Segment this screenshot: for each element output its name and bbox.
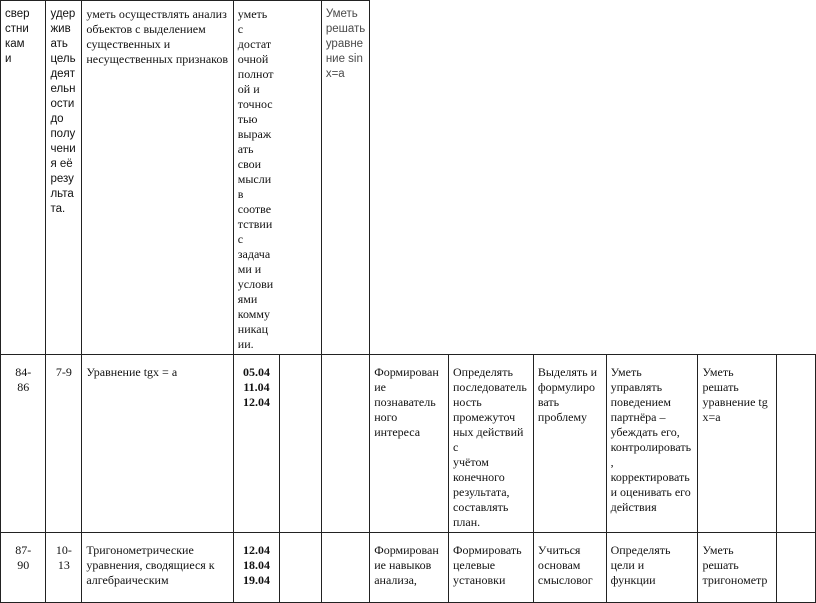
personal-outcome: Формирован ие навыков анализа, — [370, 533, 449, 603]
empty-cell — [777, 355, 816, 533]
cell-col2: удер жив ать цель деят ельн ости до полу чени я её резу льта та. — [46, 1, 82, 355]
cell-col5: Уметь решать уравне ние sin x=a — [321, 1, 369, 355]
cognitive-outcome: Учиться основам смысловог — [533, 533, 606, 603]
lesson-number: 84- 86 — [1, 355, 46, 533]
lesson-hours: 10- 13 — [46, 533, 82, 603]
empty-cell — [280, 355, 322, 533]
table-row — [1, 355, 816, 533]
lesson-topic: Тригонометрические уравнения, сводящиеся к алгебраическим — [82, 533, 233, 603]
cell-col4: уметь с достат очной полнот ой и точнос тью выраж ать свои мысли в соотве тствии с задача ми и услови ями комму никац ии. — [233, 1, 321, 355]
lesson-topic: Уравнение tgx = a — [82, 355, 233, 533]
communicative-outcome: Уметь управлять поведением партнёра – убеждать его, контролировать , корректировать и оценивать его действия — [606, 355, 698, 533]
cell-col3: уметь осуществлять анализ объектов с выделением существенных и несущественных признаков — [82, 1, 233, 355]
communicative-outcome: Определять цели и функции — [606, 533, 698, 603]
empty-cell — [777, 533, 816, 603]
lesson-dates: 12.04 18.04 19.04 — [233, 533, 280, 603]
subject-outcome: Уметь решать тригонометр — [698, 533, 777, 603]
lesson-hours: 7-9 — [46, 355, 82, 533]
cognitive-outcome: Выделять и формулиро вать проблему — [533, 355, 606, 533]
empty-cell — [321, 533, 369, 603]
table-row — [1, 1, 816, 355]
regulative-outcome: Определять последователь ность промежуточ ных действий с учётом конечного результата, составлять план. — [449, 355, 534, 533]
cell-col1: свер стни кам и — [1, 1, 46, 355]
lesson-dates: 05.04 11.04 12.04 — [233, 355, 280, 533]
table-row — [1, 533, 816, 603]
subject-outcome: Уметь решать уравнение tg x=a — [698, 355, 777, 533]
empty-area — [370, 1, 816, 355]
empty-cell — [321, 355, 369, 533]
regulative-outcome: Формировать целевые установки — [449, 533, 534, 603]
lesson-number: 87- 90 — [1, 533, 46, 603]
empty-cell — [280, 533, 322, 603]
personal-outcome: Формирован ие познаватель ного интереса — [370, 355, 449, 533]
